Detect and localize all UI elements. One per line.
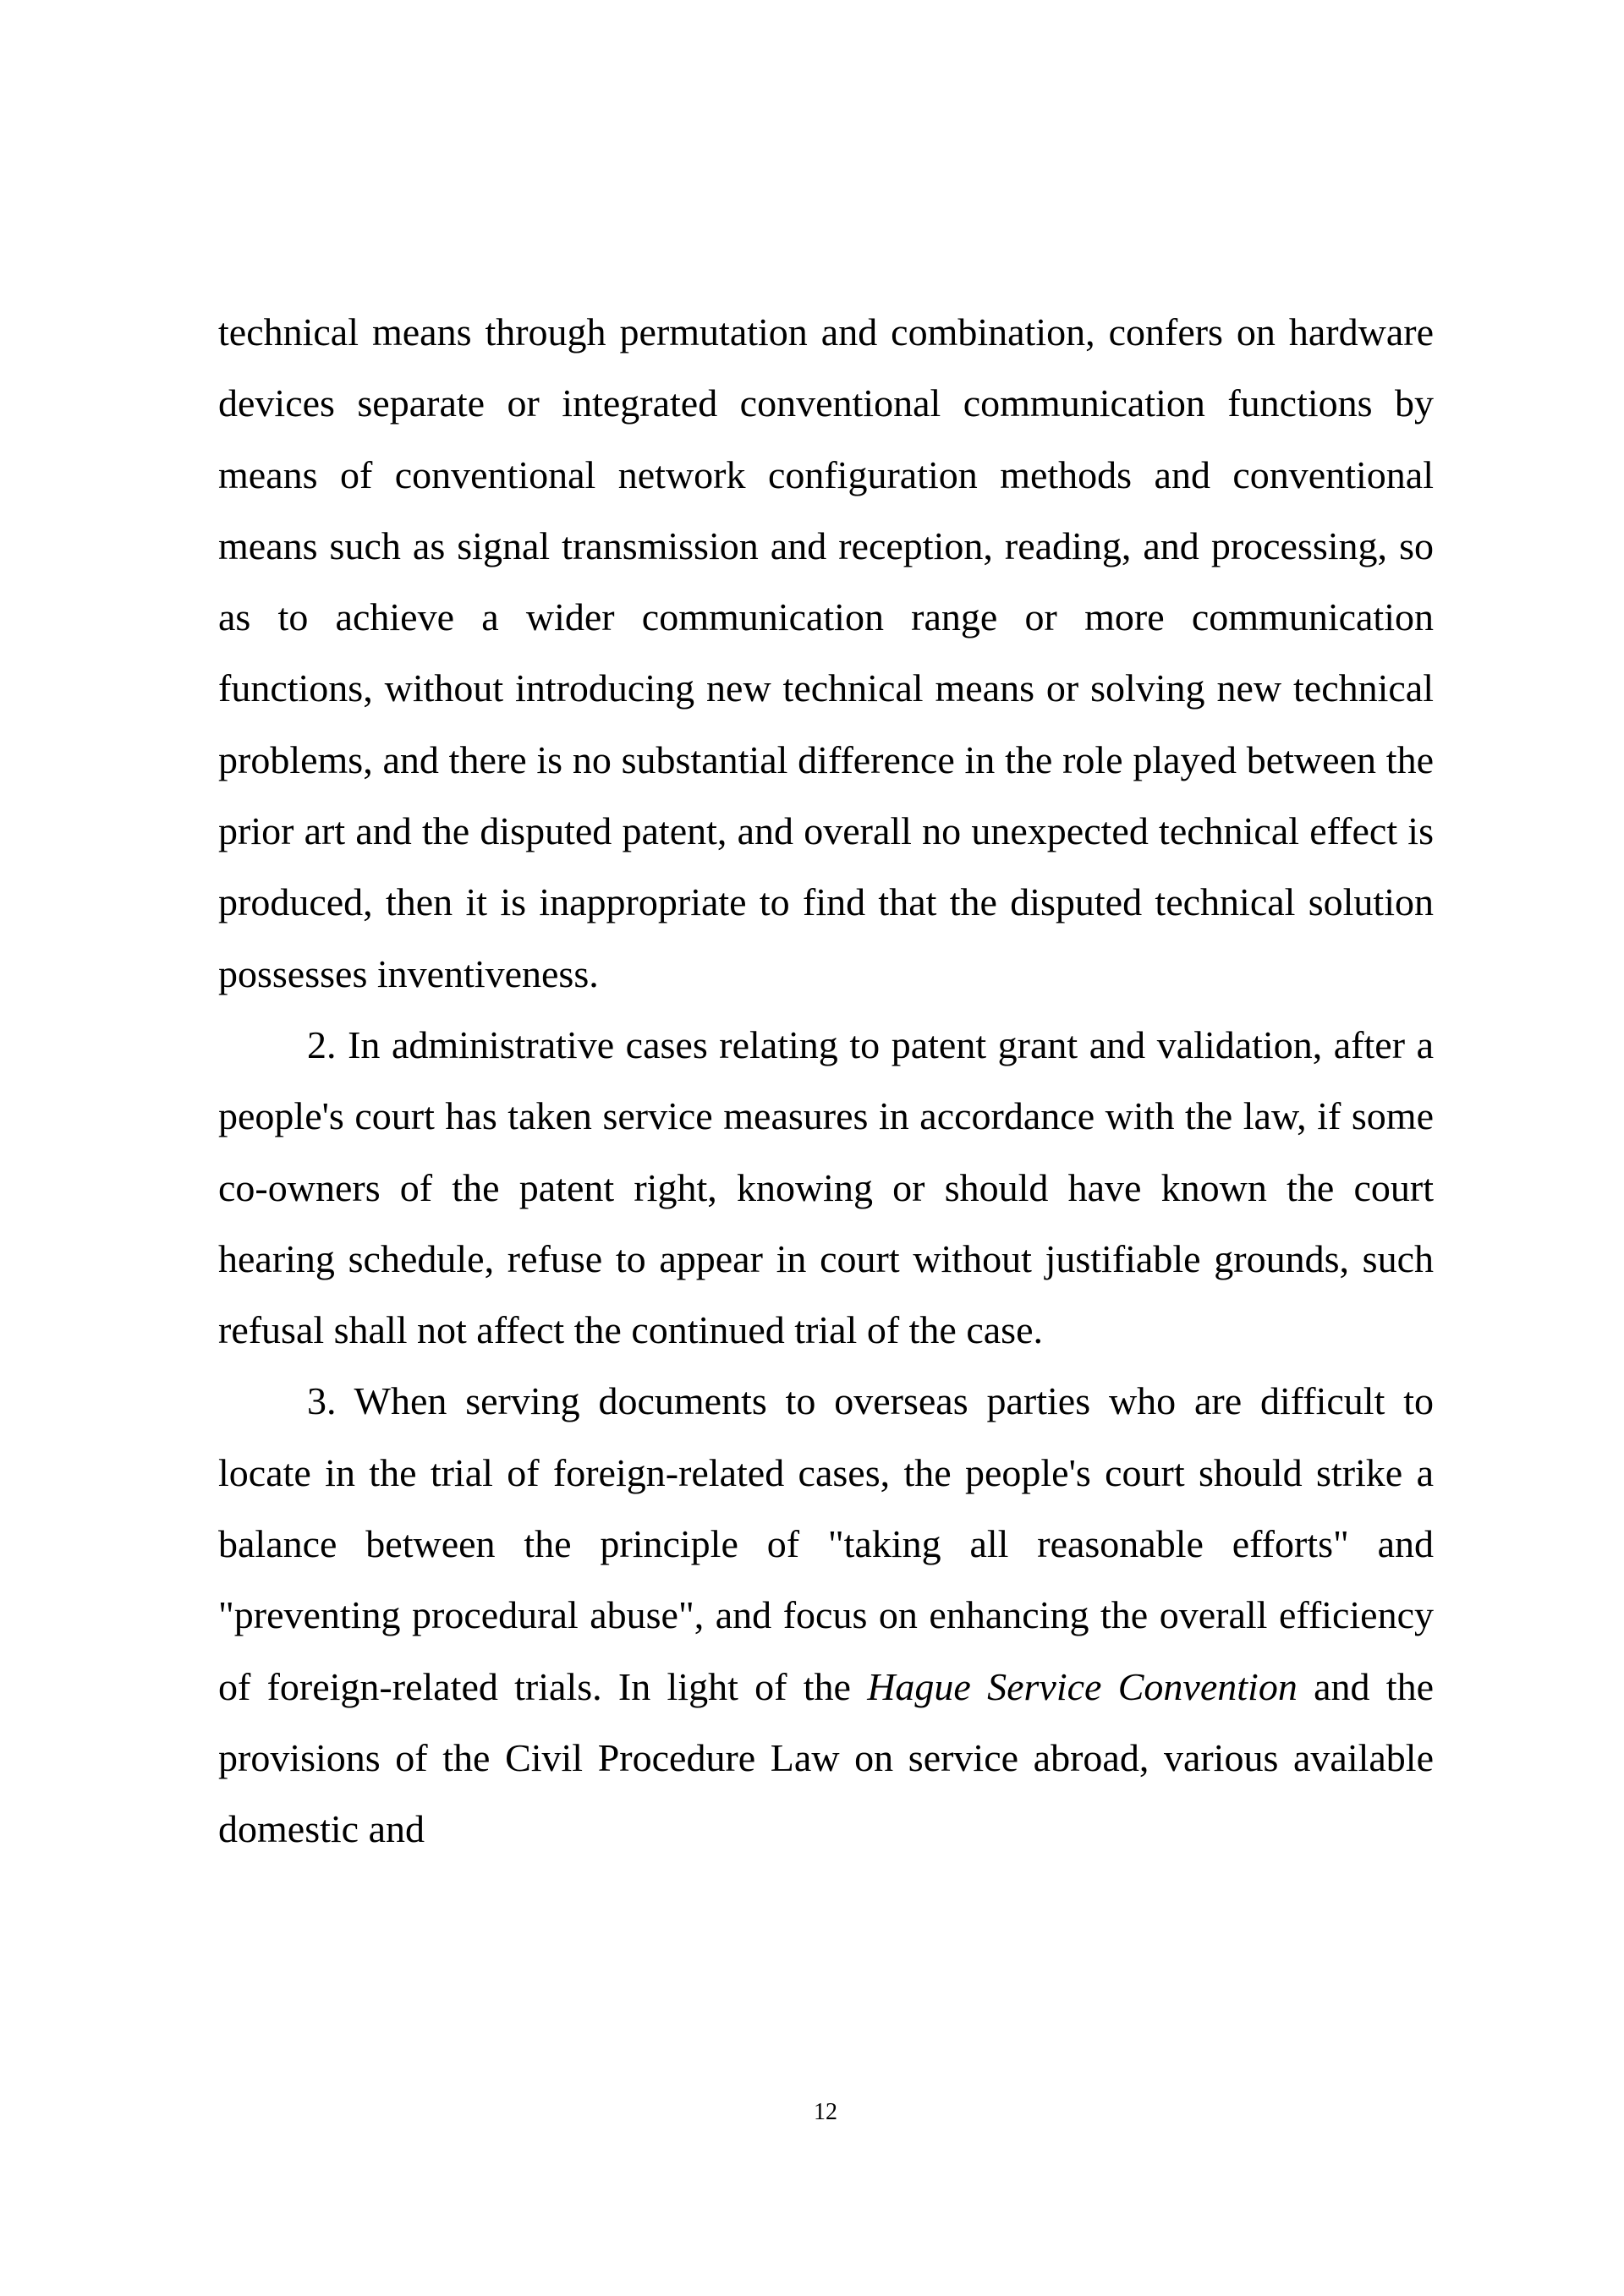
body-text: [218, 297, 1434, 1866]
italic-title-hague-convention: Hague Service Convention: [867, 1664, 1298, 1708]
paragraph-text: and the provisions of the Civil Procedure Law on service abroad, various available domestic and: [218, 1664, 1434, 1851]
paragraph-text: 3. When serving documents to overseas parties who are difficult to locate in the trial of foreign-related cases, the people's court should strike a balance between the principle of "taking all reasonable efforts" and "preventing procedural abuse", and focus on enhancing the overall efficiency of foreign-related trials. In light of the: [218, 1379, 1434, 1708]
page-number: 12: [814, 2099, 837, 2125]
paragraph-continued: [218, 297, 1434, 1010]
paragraph-text: 2. In administrative cases relating to patent grant and validation, after a people's court has taken service measures in accordance with the law, if some co-owners of the patent right, knowing or should have known the court hearing schedule, refuse to appear in court without justifiable grounds, such refusal shall not affect the continued trial of the case.: [218, 1022, 1434, 1352]
paragraph-text: technical means through permutation and combination, confers on hardware devices separate or integrated conventional communication functions by means of conventional network configuration methods and conventional means such as signal transmission and reception, reading, and processing, so as to achieve a wider communication range or more communication functions, without introducing new technical means or solving new technical problems, and there is no substantial difference in the role played between the prior art and the disputed patent, and overall no unexpected technical effect is produced, then it is inappropriate to find that the disputed technical solution possesses inventiveness.: [218, 310, 1434, 995]
paragraph-item-2: [218, 1010, 1434, 1366]
paragraph-item-3: [218, 1366, 1434, 1865]
